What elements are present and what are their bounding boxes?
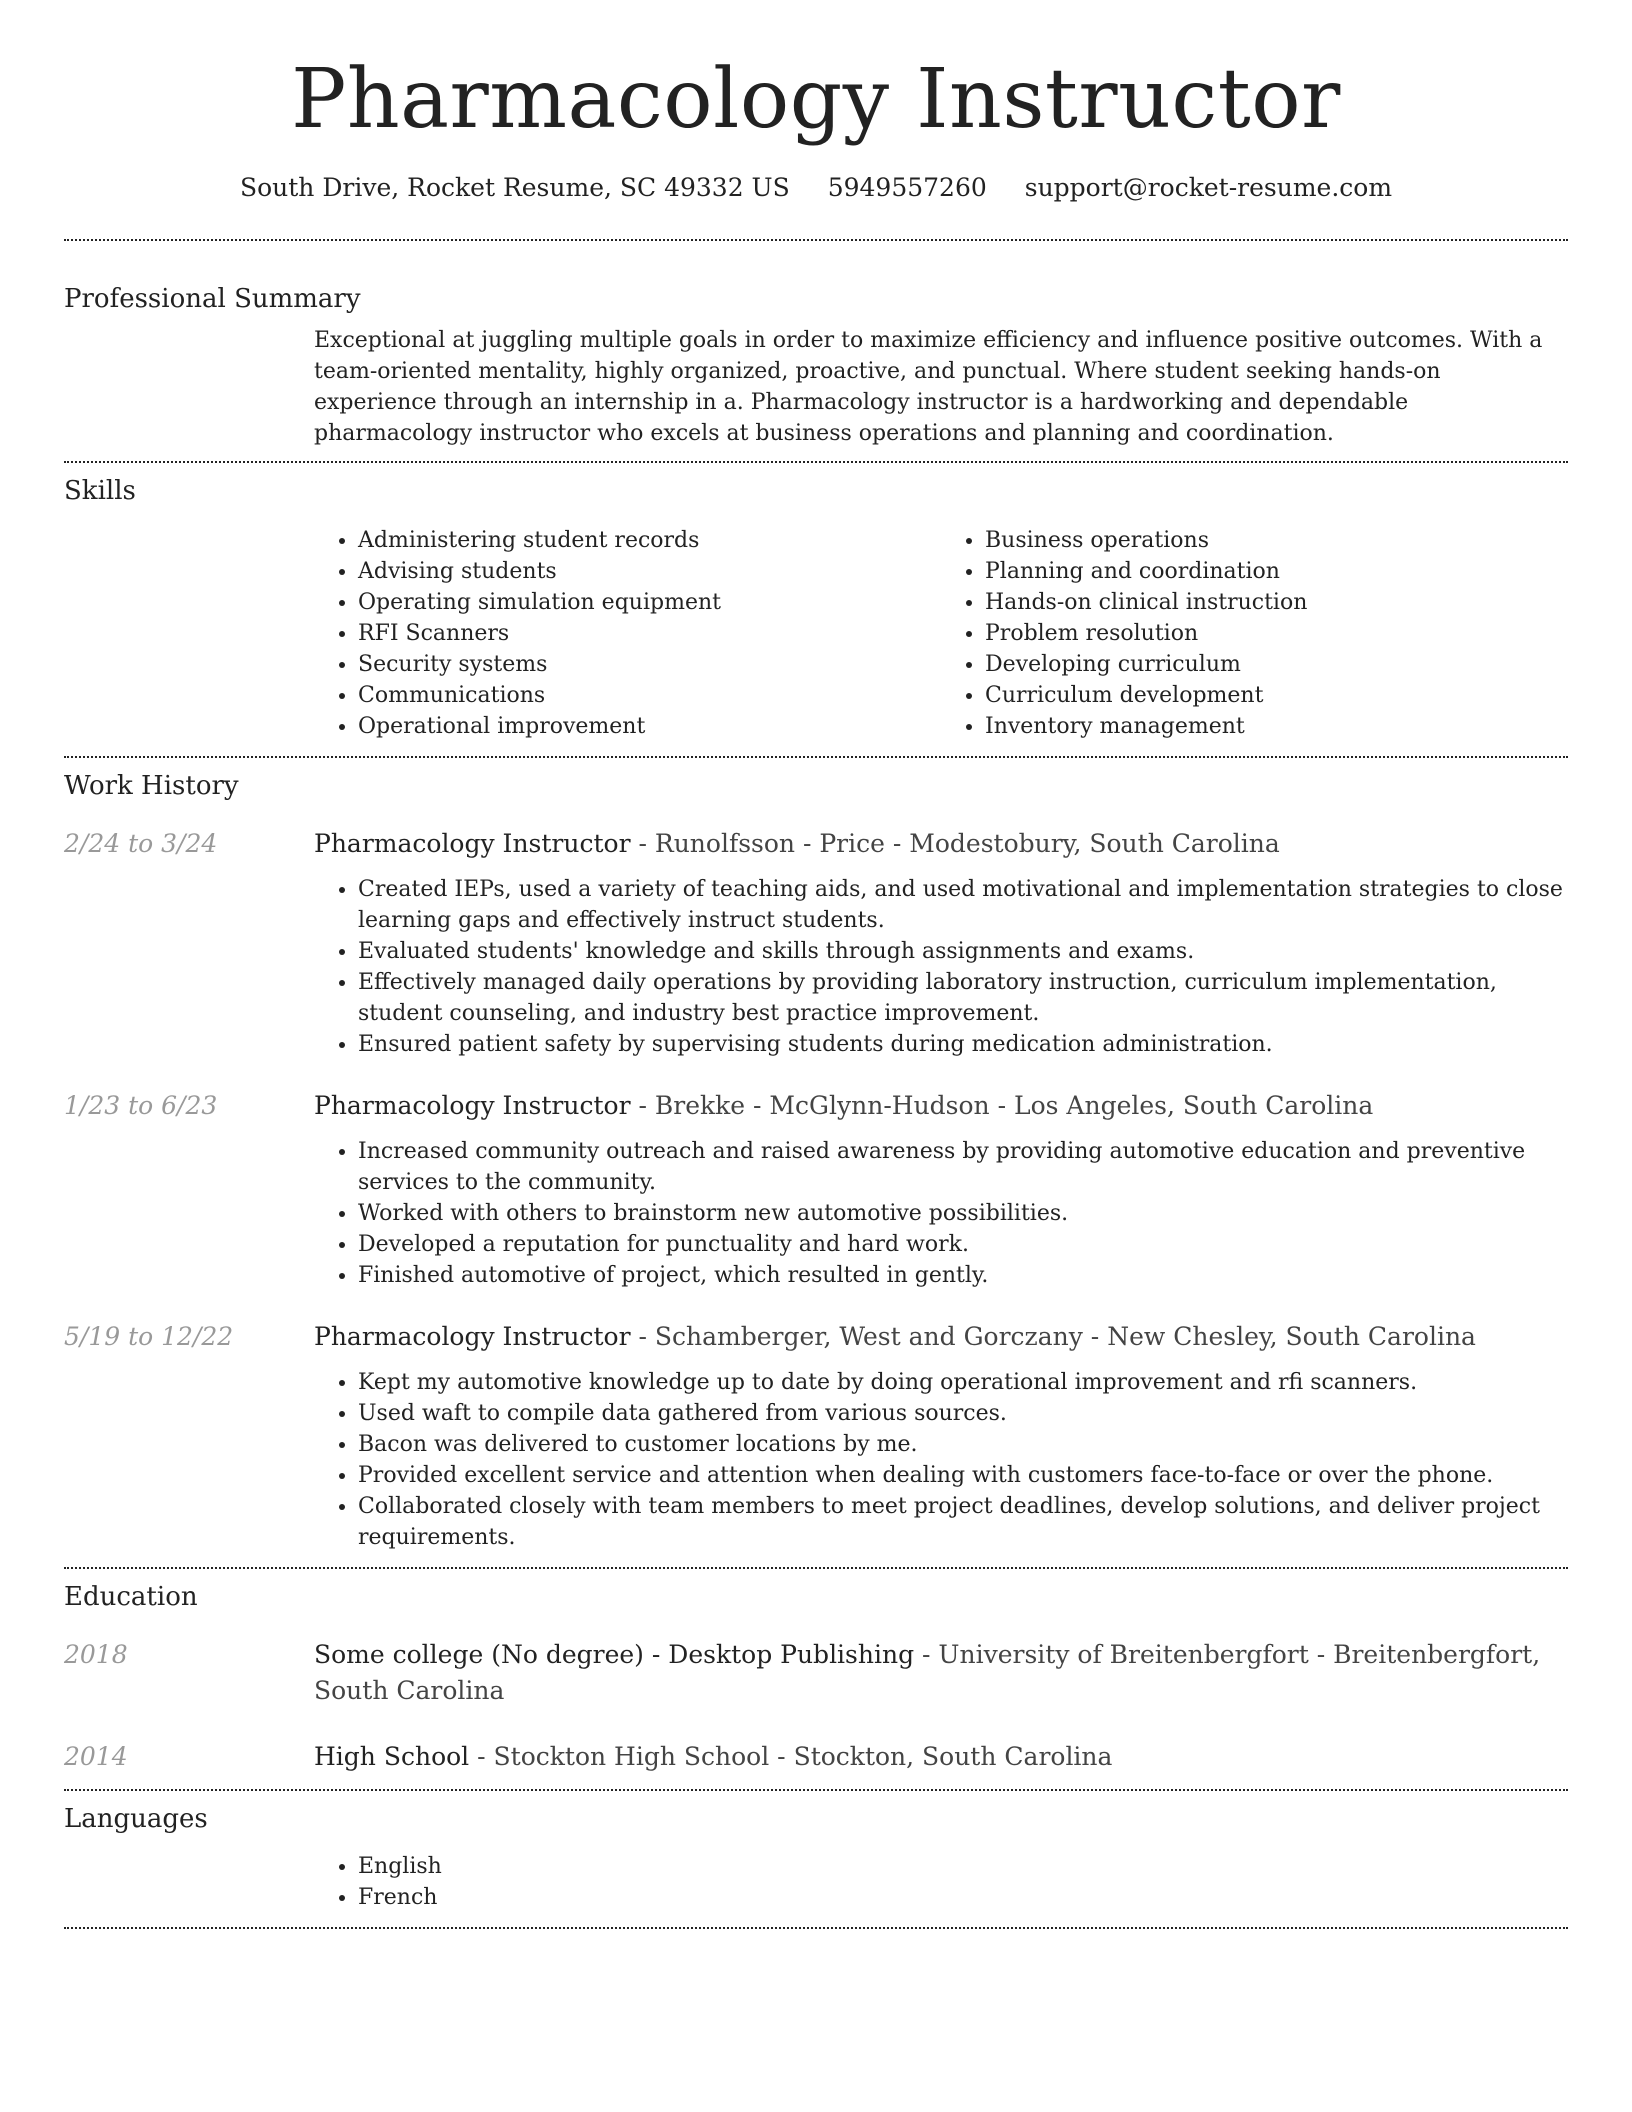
- summary-heading: Professional Summary: [64, 284, 361, 314]
- work-heading: Work History: [64, 771, 239, 801]
- education-school: - Stockton High School - Stockton, South Carolina: [469, 1742, 1113, 1771]
- language-item: • English: [358, 1851, 1568, 1882]
- skill-item: • Business operations: [985, 525, 1568, 556]
- job-bullet: • Bacon was delivered to customer locations by me.: [358, 1429, 1568, 1460]
- job-bullet: • Effectively managed daily operations by providing laboratory instruction, curriculum implementation, student counseling, and industry best practice improvement.: [358, 967, 1568, 1029]
- skill-item: • Curriculum development: [985, 680, 1568, 711]
- summary-section: [314, 325, 1568, 449]
- skills-section: [314, 525, 1568, 742]
- education-degree: High School: [314, 1742, 470, 1771]
- job-bullets: [314, 1136, 1568, 1291]
- education-year: 2018: [64, 1640, 128, 1669]
- job-role: Pharmacology Instructor: [314, 1322, 631, 1351]
- divider: [64, 239, 1568, 241]
- job-bullets: [314, 1367, 1568, 1553]
- summary-text: Exceptional at juggling multiple goals in order to maximize efficiency and influence positive outcomes. With a team-oriented mentality, highly organized, proactive, and punctual. Where student seeking hands-on experience through an internship in a. Pharmacology instructor is a hardworking and dependable pharmacology instructor who excels at business operations and planning and coordination.: [314, 328, 1543, 446]
- skills-left-list: [314, 525, 941, 742]
- job-entry: [64, 826, 1568, 1060]
- languages-section: [314, 1851, 1568, 1913]
- job-bullet: • Worked with others to brainstorm new automotive possibilities.: [358, 1198, 1568, 1229]
- job-bullet: • Evaluated students' knowledge and skills through assignments and exams.: [358, 936, 1568, 967]
- job-role: Pharmacology Instructor: [314, 1091, 631, 1120]
- skill-item: • Inventory management: [985, 711, 1568, 742]
- skill-item: • Communications: [358, 680, 941, 711]
- education-entry: [64, 1637, 1568, 1709]
- skills-right-list: [941, 525, 1568, 742]
- divider: [64, 756, 1568, 758]
- job-entry: [64, 1088, 1568, 1291]
- job-dates: 1/23 to 6/23: [64, 1091, 218, 1120]
- education-heading: Education: [64, 1582, 198, 1612]
- skill-item: • Operational improvement: [358, 711, 941, 742]
- job-dates: 2/24 to 3/24: [64, 829, 218, 858]
- skill-item: • Administering student records: [358, 525, 941, 556]
- job-bullet: • Used waft to compile data gathered from various sources.: [358, 1398, 1568, 1429]
- job-employer: - Runolfsson - Price - Modestobury, South Carolina: [630, 829, 1280, 858]
- skill-item: • Problem resolution: [985, 618, 1568, 649]
- job-entry: [64, 1319, 1568, 1553]
- job-bullet: • Provided excellent service and attention when dealing with customers face-to-face or over the phone.: [358, 1460, 1568, 1491]
- divider: [64, 1927, 1568, 1929]
- job-employer: - Brekke - McGlynn-Hudson - Los Angeles, South Carolina: [630, 1091, 1374, 1120]
- skill-item: • Hands-on clinical instruction: [985, 587, 1568, 618]
- languages-list: [314, 1851, 1568, 1913]
- job-bullet: • Created IEPs, used a variety of teaching aids, and used motivational and implementation strategies to close learning gaps and effectively instruct students.: [358, 874, 1568, 936]
- resume-page: [64, 0, 1568, 1929]
- language-item: • French: [358, 1882, 1568, 1913]
- job-dates: 5/19 to 12/22: [64, 1322, 234, 1351]
- job-bullet: • Collaborated closely with team members to meet project deadlines, develop solutions, and deliver project requirements.: [358, 1491, 1568, 1553]
- job-bullets: [314, 874, 1568, 1060]
- job-employer: - Schamberger, West and Gorczany - New Chesley, South Carolina: [630, 1322, 1476, 1351]
- contact-email: support@rocket-resume.com: [1024, 173, 1393, 202]
- contact-line: [64, 170, 1568, 206]
- job-bullet: • Kept my automotive knowledge up to date by doing operational improvement and rfi scanners.: [358, 1367, 1568, 1398]
- skill-item: • Operating simulation equipment: [358, 587, 941, 618]
- skill-item: • Advising students: [358, 556, 941, 587]
- education-school: - University of Breitenbergfort - Breitenbergfort, South Carolina: [314, 1640, 1541, 1705]
- divider: [64, 1567, 1568, 1569]
- skills-heading: Skills: [64, 476, 136, 506]
- languages-heading: Languages: [64, 1804, 208, 1834]
- contact-address: South Drive, Rocket Resume, SC 49332 US: [239, 173, 790, 202]
- skill-item: • Planning and coordination: [985, 556, 1568, 587]
- job-bullet: • Finished automotive of project, which resulted in gently.: [358, 1260, 1568, 1291]
- candidate-name: Pharmacology Instructor: [291, 52, 1341, 147]
- education-year: 2014: [64, 1742, 128, 1771]
- job-bullet: • Increased community outreach and raised awareness by providing automotive education and preventive services to the community.: [358, 1136, 1568, 1198]
- job-bullet: • Developed a reputation for punctuality and hard work.: [358, 1229, 1568, 1260]
- job-bullet: • Ensured patient safety by supervising students during medication administration.: [358, 1029, 1568, 1060]
- education-degree: Some college (No degree) - Desktop Publishing: [314, 1640, 915, 1669]
- skill-item: • RFI Scanners: [358, 618, 941, 649]
- divider: [64, 1789, 1568, 1791]
- contact-phone: 5949557260: [827, 173, 987, 202]
- education-entry: [64, 1739, 1568, 1775]
- job-role: Pharmacology Instructor: [314, 829, 631, 858]
- divider: [64, 461, 1568, 463]
- skill-item: • Developing curriculum: [985, 649, 1568, 680]
- skill-item: • Security systems: [358, 649, 941, 680]
